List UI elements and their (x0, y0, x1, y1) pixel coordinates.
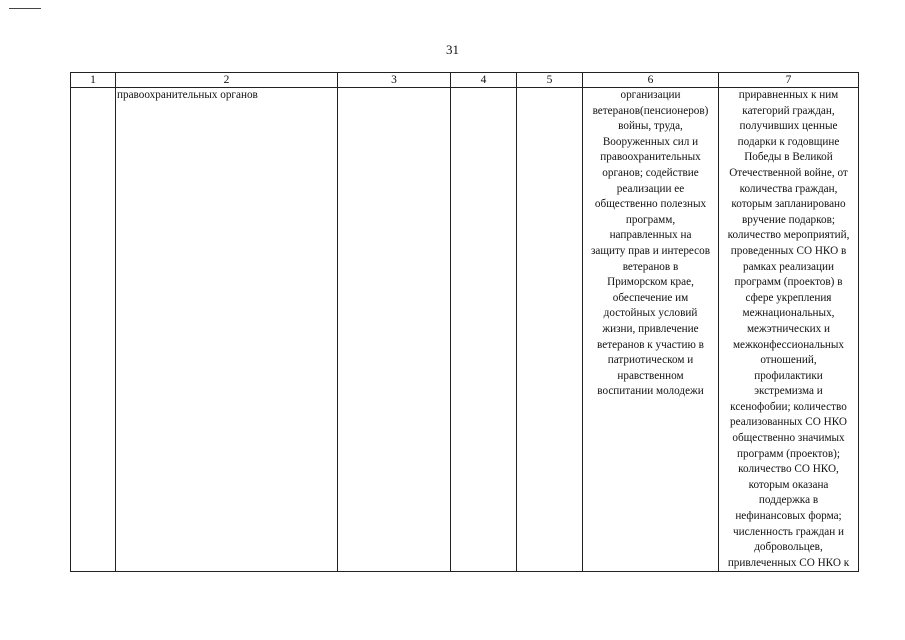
cell-text-line: достойных условий (603, 307, 698, 320)
cell-text-line: категорий граждан, (742, 104, 835, 117)
cell-text-line: количества граждан, (739, 182, 838, 195)
cell-text-line: экстремизма и (754, 385, 823, 398)
cell-text-line: ветеранов в (622, 260, 679, 273)
cell-col-4 (451, 88, 517, 572)
cell-col-6 (583, 88, 719, 572)
cell-text-line: межконфессиональных (732, 338, 845, 351)
cell-text-line: количество СО НКО, (738, 463, 839, 476)
cell-text-line: поддержка в (758, 494, 819, 507)
cell-text-line: проведенных СО НКО в (730, 244, 847, 257)
cell-text-line: которым запланировано (731, 198, 846, 211)
cell-text-line: общественно полезных (594, 198, 707, 211)
cell-text-line: нравственном (617, 369, 684, 382)
cell-text-line: ветеранов(пенсионеров) (592, 104, 709, 117)
cell-text-line: общественно значимых (732, 432, 845, 445)
scan-corner-mark (9, 8, 41, 9)
cell-text-line: программ, (625, 213, 676, 226)
document-table (70, 72, 859, 572)
cell-text-line: сфере укрепления (745, 291, 832, 304)
cell-col-1 (71, 88, 116, 572)
cell-text-line: приравненных к ним (738, 89, 839, 101)
cell-text-line: войны, труда, (618, 120, 683, 133)
column-header-4: 4 (451, 73, 517, 88)
cell-text-line: ветеранов к участию в (597, 338, 704, 351)
cell-text-line: добровольцев, (754, 541, 823, 554)
table-row (71, 88, 859, 572)
page-number: 31 (446, 42, 459, 57)
column-header-7: 7 (719, 73, 859, 88)
cell-text-line: отношений, (760, 354, 817, 367)
cell-text-line: органов; содействие (602, 166, 699, 179)
cell-text-line: профилактики (754, 369, 823, 382)
cell-text-line: межэтнических и (746, 322, 831, 335)
cell-text-line: ксенофобии; количество (730, 400, 847, 413)
cell-text-line: воспитании молодежи (597, 385, 704, 398)
cell-col-2: правоохранительных органов (116, 88, 338, 572)
column-header-6: 6 (583, 73, 719, 88)
cell-text-line: реализованных СО НКО (730, 416, 847, 429)
cell-text-line: реализации ее (616, 182, 685, 195)
cell-text-line: привлеченных СО НКО к (727, 556, 850, 569)
cell-text-line: правоохранительных (600, 151, 701, 164)
cell-text-line: межнациональных, (742, 307, 835, 320)
column-header-5: 5 (517, 73, 583, 88)
cell-text-line: программ (проектов) в (734, 276, 843, 289)
cell-text-line: численность граждан и (732, 525, 845, 538)
cell-text-line: патриотическом и (607, 354, 694, 367)
cell-text-line: рамках реализации (743, 260, 834, 273)
cell-text-line: жизни, привлечение (602, 322, 699, 335)
cell-text-line: нефинансовых форма; (735, 510, 842, 523)
cell-text-line: которым оказана (748, 478, 829, 491)
cell-text-line: получивших ценные (739, 120, 838, 133)
cell-text-line: направленных на (609, 229, 692, 242)
cell-text-line: программ (проектов); (736, 447, 841, 460)
cell-col-3 (338, 88, 451, 572)
cell-text-line: Победы в Великой (744, 151, 833, 164)
column-header-2: 2 (116, 73, 338, 88)
cell-text-line: Отечественной войне, от (729, 166, 848, 179)
cell-text-line: Приморском крае, (607, 276, 694, 289)
cell-col-5 (517, 88, 583, 572)
cell-text-line: защиту прав и интересов (590, 244, 711, 257)
cell-text-line: вручение подарков; (741, 213, 835, 226)
table-header-row (71, 73, 859, 88)
cell-text-line: подарки к годовщине (737, 135, 840, 148)
cell-text-line: обеспечение им (612, 291, 689, 304)
column-header-1: 1 (71, 73, 116, 88)
cell-text-line: организации (620, 89, 681, 101)
cell-text-line: количество мероприятий, (727, 229, 850, 242)
column-header-3: 3 (338, 73, 451, 88)
cell-text-line: Вооруженных сил и (602, 135, 699, 148)
cell-col-7 (719, 88, 859, 572)
